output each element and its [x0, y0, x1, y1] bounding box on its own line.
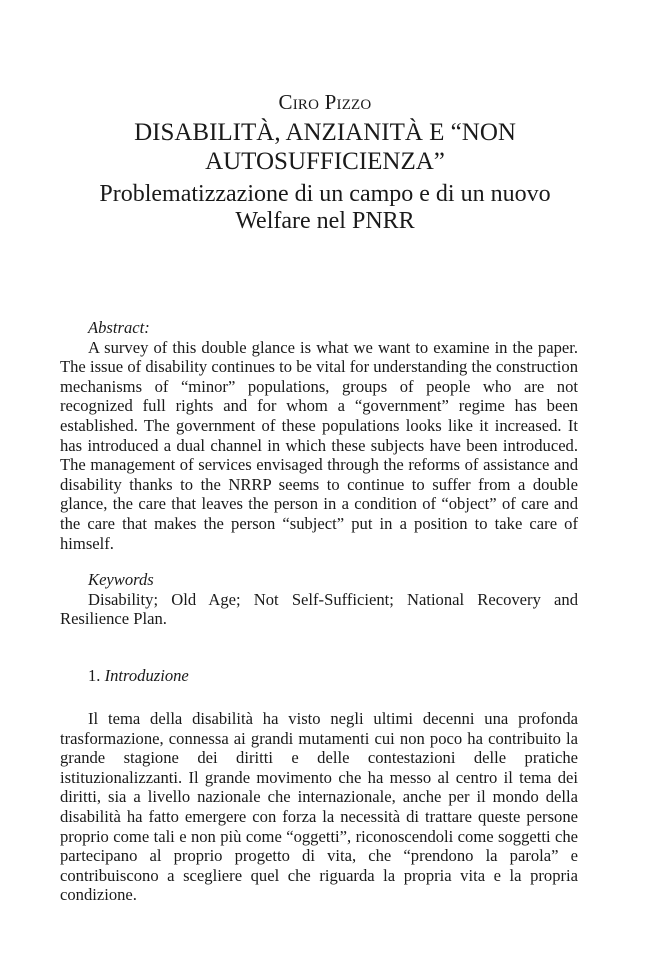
introduction-body: [60, 709, 578, 905]
section-heading: [60, 666, 578, 686]
abstract-text: A survey of this double glance is what we want to examine in the paper. The issue of disability continues to be vital for understanding the construction mechanisms of “minor” populations, groups of people who are not recognized full rights and for whom a “government” regime has been established. The government of these populations looks like it increased. It has introduced a dual channel in which these subjects have been introduced. The management of services envisaged through the reforms of assistance and disability thanks to the NRRP seems to continue to suffer from a double glance, the care that leaves the person in a condition of “object” of care and the care that makes the person “subject” put in a position to take care of himself.: [60, 337, 578, 553]
introduction-paragraph: Il tema della disabilità ha visto negli ultimi decenni una profonda trasformazione, connessa ai grandi mutamenti cui non poco ha contribuito la grande stagione dei diritti e delle contestazioni delle pratiche istituzionalizzanti. Il grande movimento che ha messo al centro il tema dei diritti, sia a livello nazionale che internazionale, anche per il mondo della disabilità ha fatto emergere con forza la necessità di trattare queste persone proprio come tali e non più come “oggetti”, riconoscendoli come soggetti che partecipano al proprio progetto di vita, che “prendono la parola” e contribuiscono a scegliere quel che riguarda la propria vita e la propria condizione.: [60, 709, 578, 905]
keywords-section: [60, 570, 578, 629]
subtitle-line: Problematizzazione di un campo e di un nuovo: [99, 181, 551, 207]
subtitle-line: Welfare nel PNRR: [235, 208, 415, 234]
section-title: Introduzione: [104, 666, 189, 685]
section-number: 1.: [88, 666, 101, 685]
article-subtitle: [0, 181, 650, 235]
keywords-label: Keywords: [88, 570, 154, 589]
title-line: AUTOSUFFICIENZA”: [205, 148, 445, 175]
article-title: [0, 118, 650, 176]
author-name: Ciro Pizzo: [278, 90, 372, 114]
abstract-section: [60, 318, 578, 553]
title-line: DISABILITÀ, ANZIANITÀ E “NON: [134, 119, 516, 146]
keywords-text: Disability; Old Age; Not Self-Sufficient; National Recovery and Resilience Plan.: [60, 589, 578, 629]
article-header: [0, 88, 650, 235]
abstract-label: Abstract:: [88, 318, 150, 337]
